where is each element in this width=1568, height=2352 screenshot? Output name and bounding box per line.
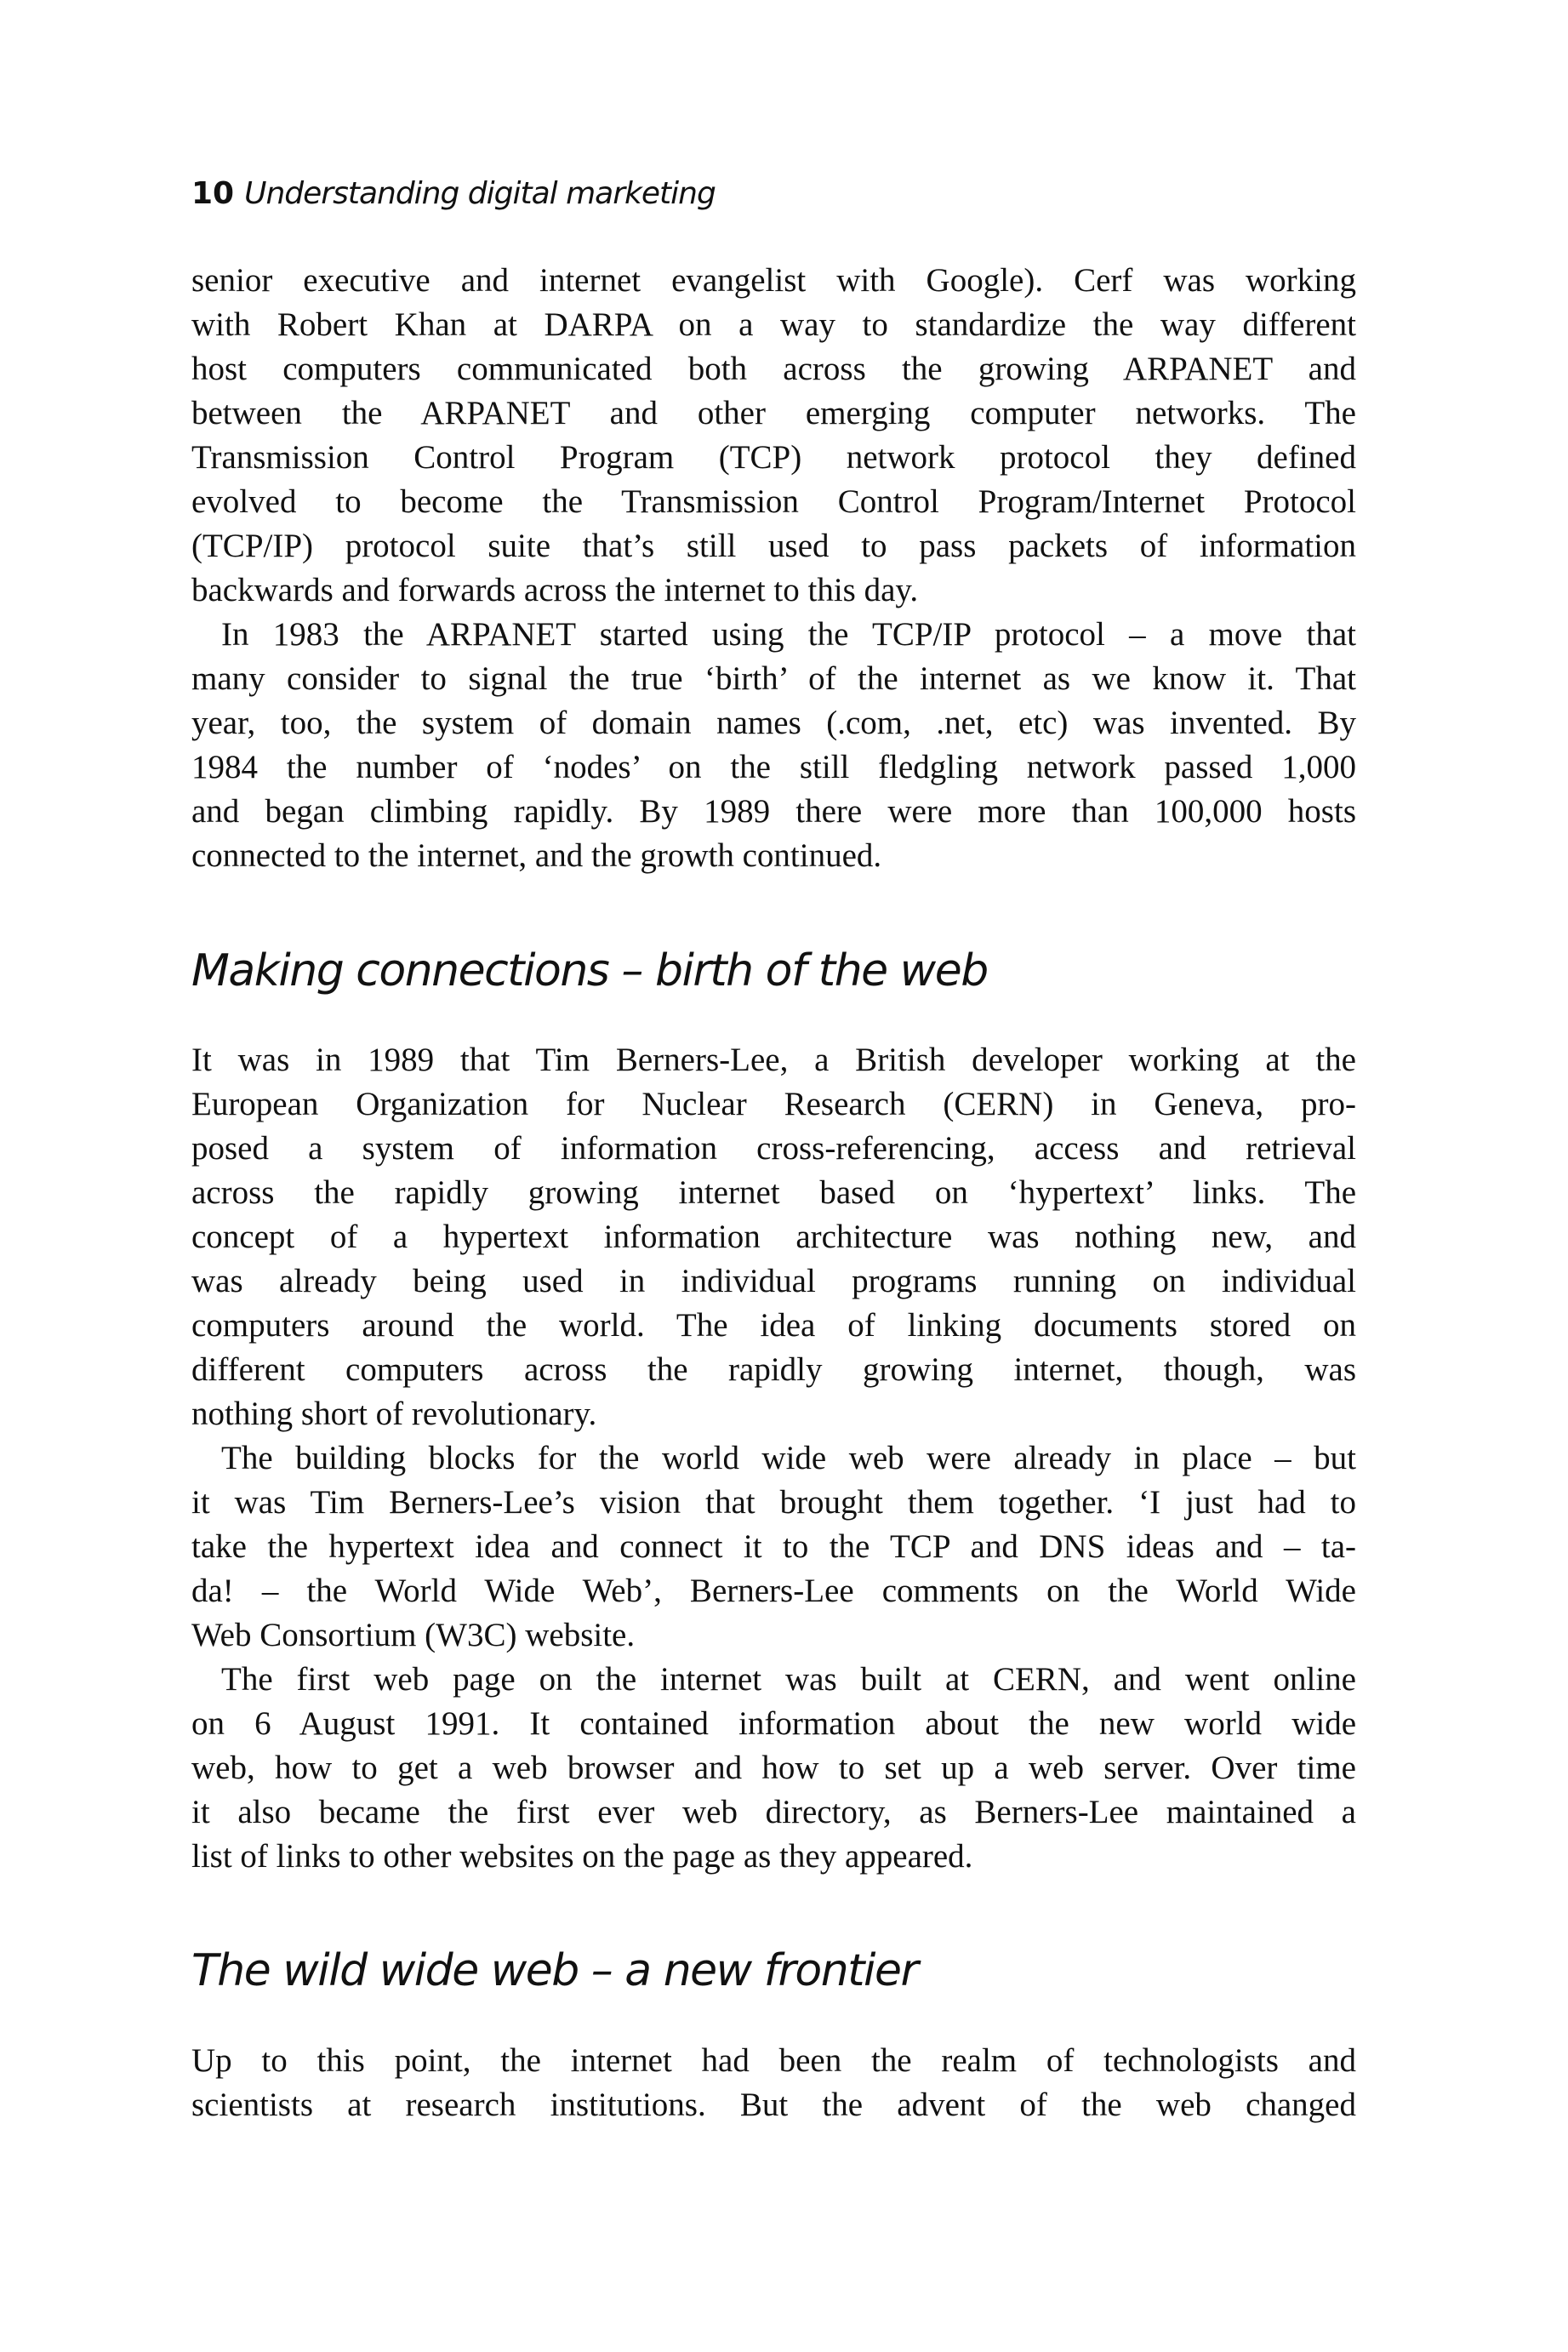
text-line: between the ARPANET and other emerging computer networks. The bbox=[191, 395, 1356, 431]
text-line: The first web page on the internet was built at CERN, and went online bbox=[221, 1661, 1356, 1698]
text-line: many consider to signal the true ‘birth’ of the internet as we know it. That bbox=[191, 660, 1356, 697]
text-line: it was Tim Berners-Lee’s vision that brought them together. ‘I just had to bbox=[191, 1484, 1356, 1521]
text-line: was already being used in individual programs running on individual bbox=[191, 1263, 1356, 1299]
text-line: on 6 August 1991. It contained information about the new world wide bbox=[191, 1705, 1356, 1742]
text-line: web, how to get a web browser and how to set up a web server. Over time bbox=[191, 1750, 1356, 1786]
text-line: In 1983 the ARPANET started using the TCP/IP protocol – a move that bbox=[221, 616, 1356, 653]
paragraph bbox=[191, 1038, 1356, 1436]
running-head bbox=[191, 170, 716, 218]
text-line: evolved to become the Transmission Control Program/Internet Protocol bbox=[191, 483, 1356, 520]
body-text-section-2 bbox=[191, 1038, 1356, 1879]
text-line: different computers across the rapidly growing internet, though, was bbox=[191, 1351, 1356, 1388]
text-line: posed a system of information cross-referencing, access and retrieval bbox=[191, 1130, 1356, 1167]
text-line: across the rapidly growing internet based on ‘hypertext’ links. The bbox=[191, 1174, 1356, 1211]
text-line: It was in 1989 that Tim Berners-Lee, a British developer working at the bbox=[191, 1042, 1356, 1078]
paragraph bbox=[191, 1658, 1356, 1879]
text-line: take the hypertext idea and connect it to the TCP and DNS ideas and – ta- bbox=[191, 1528, 1356, 1565]
text-line: computers around the world. The idea of linking documents stored on bbox=[191, 1307, 1356, 1344]
body-text-section-1 bbox=[191, 259, 1356, 878]
paragraph bbox=[191, 613, 1356, 878]
body-text-section-3 bbox=[191, 2039, 1356, 2127]
text-line: European Organization for Nuclear Research (CERN) in Geneva, pro- bbox=[191, 1086, 1356, 1122]
text-line: Transmission Control Program (TCP) network protocol they defined bbox=[191, 439, 1356, 476]
text-line: year, too, the system of domain names (.com, .net, etc) was invented. By bbox=[191, 705, 1356, 741]
paragraph bbox=[191, 1436, 1356, 1658]
text-line: connected to the internet, and the growth continued. bbox=[191, 837, 882, 874]
text-line: backwards and forwards across the internet to this day. bbox=[191, 572, 919, 608]
text-line: nothing short of revolutionary. bbox=[191, 1396, 597, 1432]
chapter-title: Understanding digital marketing bbox=[244, 176, 716, 211]
text-line: da! – the World Wide Web’, Berners-Lee comments on the World Wide bbox=[191, 1573, 1356, 1609]
text-line: concept of a hypertext information architecture was nothing new, and bbox=[191, 1219, 1356, 1255]
text-line: list of links to other websites on the page as they appeared. bbox=[191, 1838, 973, 1875]
text-line: scientists at research institutions. But the advent of the web changed bbox=[191, 2087, 1356, 2123]
text-line: host computers communicated both across the growing ARPANET and bbox=[191, 351, 1356, 387]
section-heading-birth-of-web: Making connections – birth of the web bbox=[191, 945, 988, 996]
text-line: senior executive and internet evangelist with Google). Cerf was working bbox=[191, 262, 1356, 299]
text-line: with Robert Khan at DARPA on a way to standardize the way different bbox=[191, 306, 1356, 343]
text-line: The building blocks for the world wide web were already in place – but bbox=[221, 1440, 1356, 1476]
text-line: it also became the first ever web directory, as Berners-Lee maintained a bbox=[191, 1794, 1356, 1830]
text-line: Web Consortium (W3C) website. bbox=[191, 1617, 636, 1653]
text-line: (TCP/IP) protocol suite that’s still used to pass packets of information bbox=[191, 528, 1356, 564]
section-heading-wild-wide-web: The wild wide web – a new frontier bbox=[191, 1945, 918, 1996]
text-line: 1984 the number of ‘nodes’ on the still fledgling network passed 1,000 bbox=[191, 749, 1356, 785]
text-line: and began climbing rapidly. By 1989 there were more than 100,000 hosts bbox=[191, 793, 1356, 830]
paragraph bbox=[191, 259, 1356, 613]
text-line: Up to this point, the internet had been the realm of technologists and bbox=[191, 2042, 1356, 2079]
paragraph bbox=[191, 2039, 1356, 2127]
page-number: 10 bbox=[191, 176, 235, 211]
